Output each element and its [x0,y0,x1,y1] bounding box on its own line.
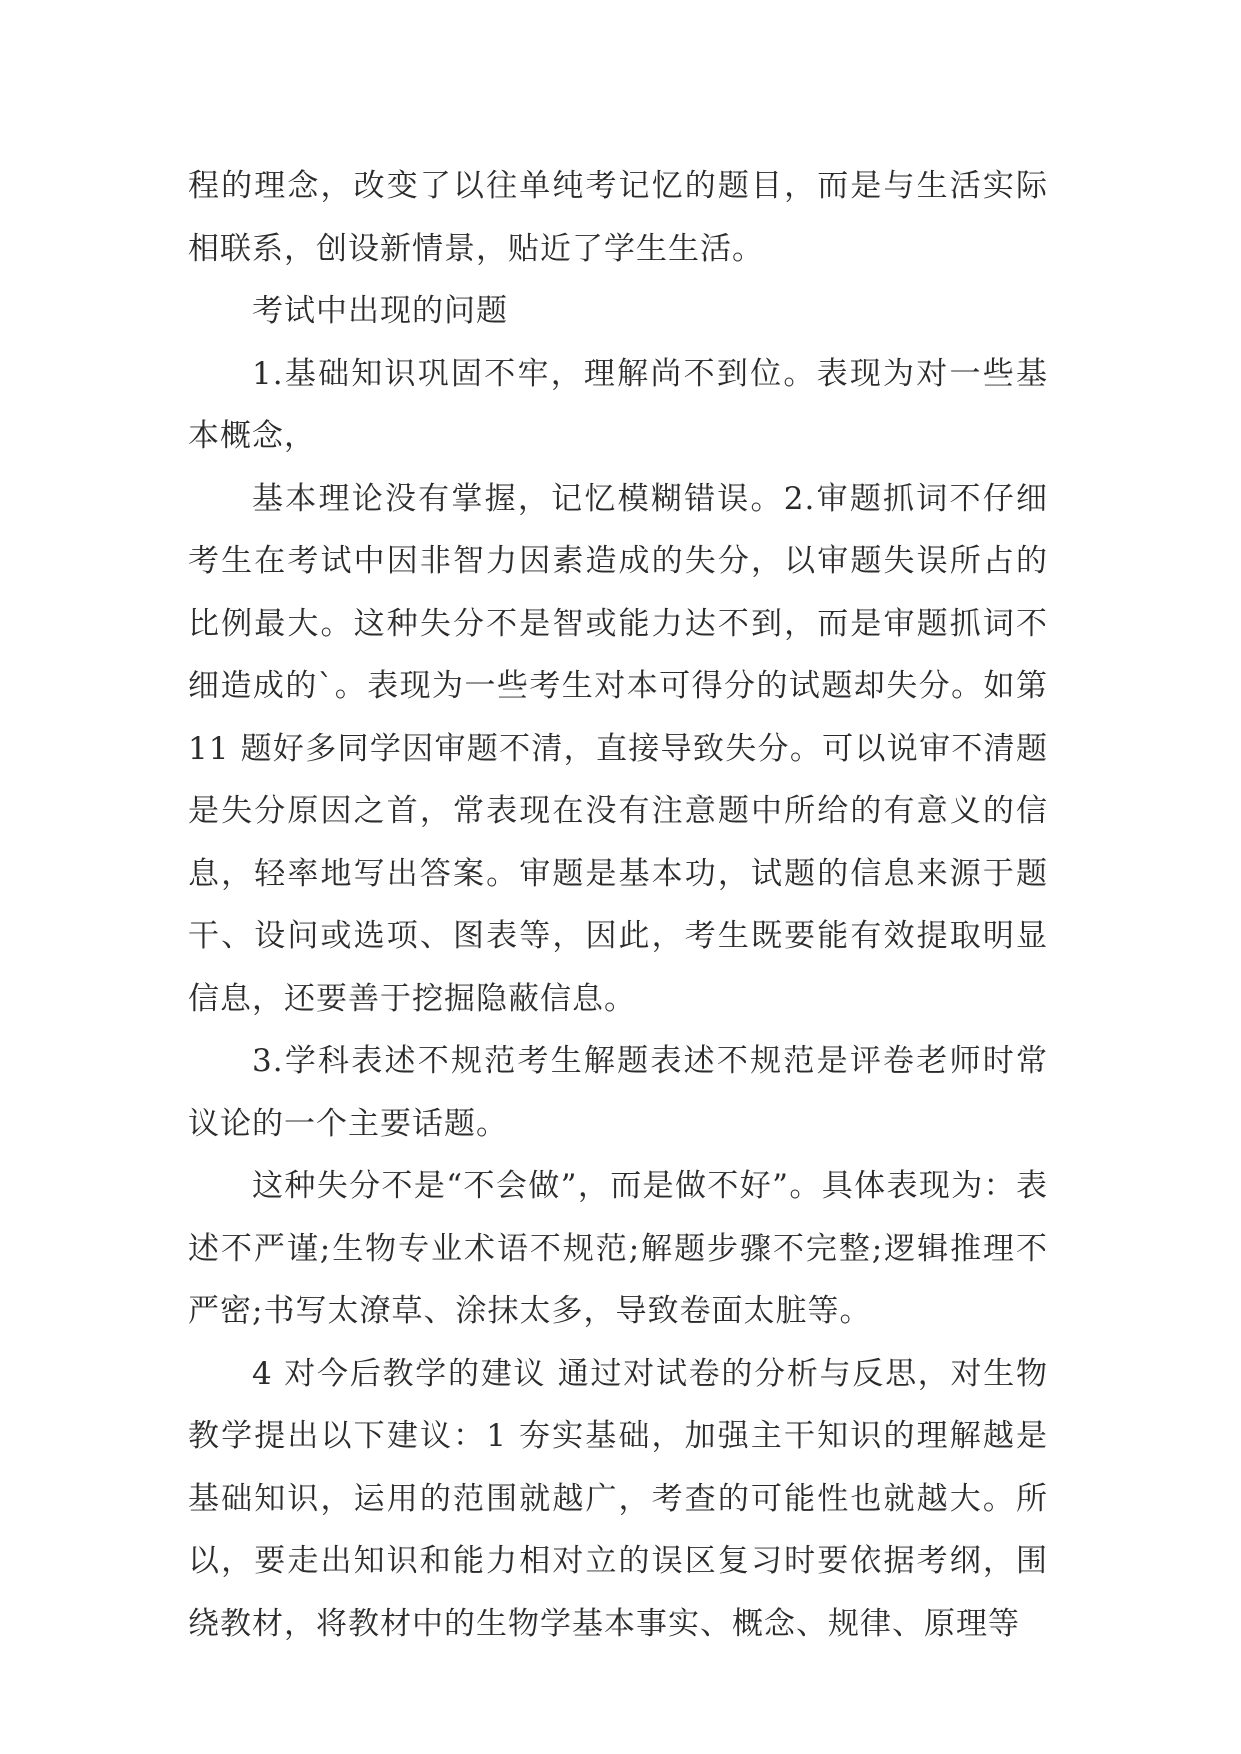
paragraph: 程的理念，改变了以往单纯考记忆的题目，而是与生活实际相联系，创设新情景，贴近了学生生活。 [188,168,1048,267]
paragraph: 4 对今后教学的建议 通过对试卷的分析与反思，对生物教学提出以下建议：1 夯实基础，加强主干知识的理解越是基础知识，运用的范围就越广，考查的可能性也就越大。所以，要走出知识和能力相对立的误区复习时要依据考纲，围绕教材，将教材中的生物学基本事实、概念、规律、原理等 [188,1355,1048,1642]
paragraph: 这种失分不是“不会做”，而是做不好”。具体表现为：表述不严谨;生物专业术语不规范;解题步骤不完整;逻辑推理不严密;书写太潦草、涂抹太多，导致卷面太脏等。 [188,1168,1048,1329]
paragraph: 1.基础知识巩固不牢，理解尚不到位。表现为对一些基本概念， [188,355,1048,454]
section-heading: 考试中出现的问题 [252,293,508,329]
paragraph: 基本理论没有掌握，记忆模糊错误。2.审题抓词不仔细考生在考试中因非智力因素造成的失分，以审题失误所占的比例最大。这种失分不是智或能力达不到，而是审题抓词不细造成的`。表现为一些考生对本可得分的试题却失分。如第 11 题好多同学因审题不清，直接导致失分。可以说审不清题是失分原因之首，常表现在没有注意题中所给的有意义的信息，轻率地写出答案。审题是基本功，试题的信息来源于题干、设问或选项、图表等，因此，考生既要能有效提取明显信息，还要善于挖掘隐蔽信息。 [188,480,1048,1017]
paragraph: 3.学科表述不规范考生解题表述不规范是评卷老师时常议论的一个主要话题。 [188,1043,1048,1142]
document-body [188,155,1048,1655]
